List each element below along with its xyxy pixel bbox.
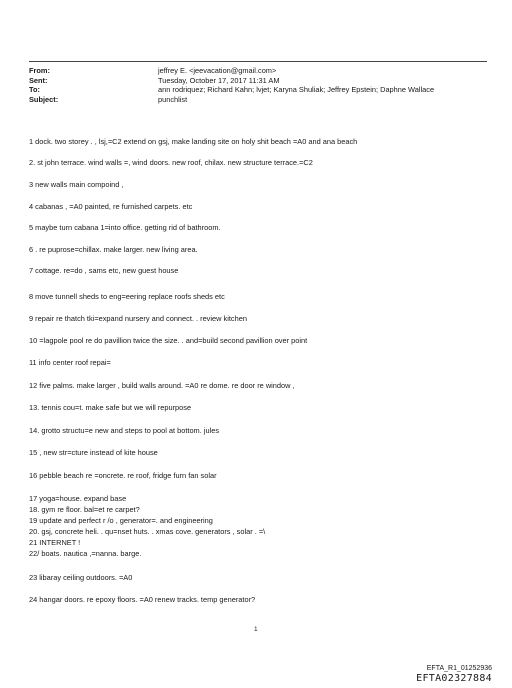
body-line: 3 new walls main compoind , bbox=[29, 180, 124, 189]
body-line: 20. gsj, concrete heli. . qu=nset huts. . xmas cove. generators , solar . =\ bbox=[29, 527, 266, 536]
body-line: 21 INTERNET ! bbox=[29, 538, 81, 547]
body-line: 22/ boats. nautica ,=nanna. barge. bbox=[29, 549, 142, 558]
body-line: 18. gym re floor. bal=et re carpet? bbox=[29, 505, 140, 514]
body-line: 4 cabanas , =A0 painted, re furnished carpets. etc bbox=[29, 202, 193, 211]
from-value: jeffrey E. <jeevacation@gmail.com> bbox=[158, 66, 277, 75]
header-divider bbox=[29, 61, 487, 62]
body-line: 19 update and perfect r /o , generator=. and engineering bbox=[29, 516, 213, 525]
to-row bbox=[29, 85, 489, 95]
body-line: 24 hangar doors. re epoxy floors. =A0 renew tracks. temp generator? bbox=[29, 595, 256, 604]
bates-number-small: EFTA_R1_01252936 bbox=[426, 665, 492, 672]
body-line: 2. st john terrace. wind walls =, wind doors. new roof, chilax. new structure terrace.=C2 bbox=[29, 158, 313, 167]
subject-value: punchlist bbox=[158, 94, 188, 104]
sent-label: Sent: bbox=[29, 75, 48, 85]
to-label: To: bbox=[29, 85, 40, 95]
subject-label: Subject: bbox=[29, 94, 59, 104]
body-line: 1 dock. two storey . , lsj,=C2 extend on gsj, make landing site on holy shit beach =A0 and ana beach bbox=[29, 137, 358, 146]
email-header bbox=[29, 66, 489, 104]
from-label: From: bbox=[29, 66, 50, 75]
sent-row bbox=[29, 76, 489, 86]
body-line: 13. tennis cou=t. make safe but we will repurpose bbox=[29, 403, 192, 412]
body-line: 14. grotto structu=e new and steps to pool at bottom. jules bbox=[29, 426, 220, 435]
body-line: 17 yoga=house. expand base bbox=[29, 494, 127, 503]
body-line: 8 move tunnell sheds to eng=eering replace roofs sheds etc bbox=[29, 292, 225, 301]
body-line: 7 cottage. re=do , sams etc, new guest house bbox=[29, 266, 179, 275]
body-line: 15 , new str=cture instead of kite house bbox=[29, 448, 158, 457]
body-line: 9 repair re thatch tki=expand nursery and connect. . review kitchen bbox=[29, 314, 247, 323]
body-line: 16 pebble beach re =oncrete. re roof, fridge furn fan solar bbox=[29, 471, 217, 480]
sent-value: Tuesday, October 17, 2017 11:31 AM bbox=[158, 75, 280, 85]
to-value: ann rodriquez; Richard Kahn; lvjet; Karyna Shuliak; Jeffrey Epstein; Daphne Wallace bbox=[158, 85, 435, 95]
page-number: 1 bbox=[254, 626, 258, 633]
body-line: 11 info center roof repai= bbox=[29, 358, 111, 367]
bates-number-large: EFTA02327884 bbox=[416, 673, 492, 684]
body-line: 6 . re puprose=chillax. make larger. new living area. bbox=[29, 245, 198, 254]
from-row bbox=[29, 66, 489, 76]
body-line: 23 libaray ceiling outdoors. =A0 bbox=[29, 573, 133, 582]
subject-row bbox=[29, 95, 489, 105]
body-line: 12 five palms. make larger , build walls around. =A0 re dome. re door re window , bbox=[29, 381, 295, 390]
body-line: 10 =lagpole pool re do pavillion twice the size. . and=build second pavillion over point bbox=[29, 336, 308, 345]
body-line: 5 maybe turn cabana 1=into office. getting rid of bathroom. bbox=[29, 223, 221, 232]
